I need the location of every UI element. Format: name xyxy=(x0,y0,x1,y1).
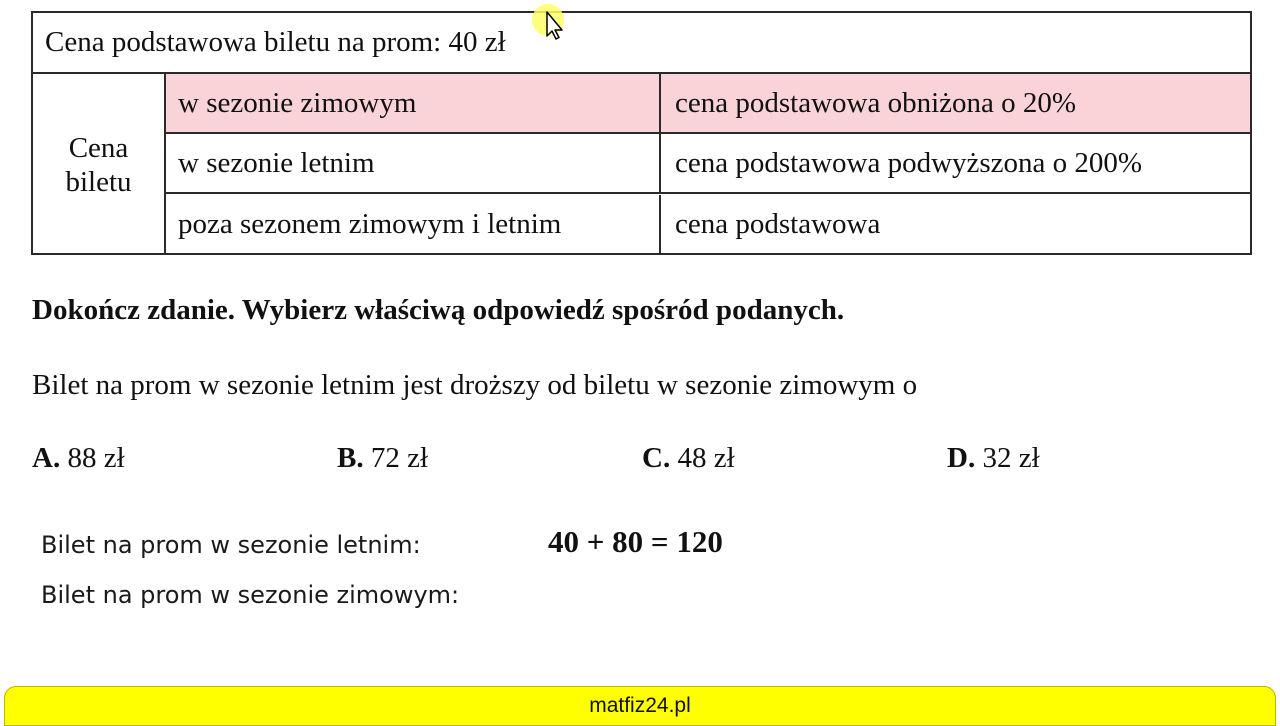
option-letter: A. xyxy=(32,442,61,474)
option-value: 48 zł xyxy=(677,442,735,474)
answer-option-d[interactable] xyxy=(947,442,1040,475)
option-letter: C. xyxy=(642,442,671,474)
table-header: Cena podstawowa biletu na prom: 40 zł xyxy=(33,13,1250,74)
answer-option-c[interactable] xyxy=(642,442,735,475)
side-label-line1: Cena xyxy=(68,131,129,164)
table-rows xyxy=(166,74,1250,255)
option-letter: B. xyxy=(337,442,364,474)
winter-ticket-label: Bilet na prom w sezonie zimowym: xyxy=(41,581,460,609)
table-row xyxy=(166,134,1250,194)
option-value: 88 zł xyxy=(67,442,125,474)
option-value: 32 zł xyxy=(982,442,1040,474)
instruction-text: Dokończ zdanie. Wybierz właściwą odpowiedź spośród podanych. xyxy=(32,294,845,326)
answer-option-b[interactable] xyxy=(337,442,428,475)
ticket-price-label xyxy=(33,74,166,255)
summer-ticket-equation: 40 + 80 = 120 xyxy=(548,524,723,559)
option-letter: D. xyxy=(947,442,976,474)
price-rule-cell: cena podstawowa podwyższona o 200% xyxy=(675,147,1143,179)
option-value: 72 zł xyxy=(370,442,429,474)
footer-site-name[interactable]: matfiz24.pl xyxy=(589,694,691,717)
mouse-pointer-icon xyxy=(530,2,570,42)
season-cell: w sezonie letnim xyxy=(166,134,661,192)
price-rule-cell: cena podstawowa obniżona o 20% xyxy=(675,87,1077,119)
summer-ticket-label: Bilet na prom w sezonie letnim: xyxy=(41,531,421,559)
price-rule-cell: cena podstawowa xyxy=(675,208,881,240)
question-text: Bilet na prom w sezonie letnim jest droższy od biletu w sezonie zimowym o xyxy=(32,369,918,401)
season-cell: w sezonie zimowym xyxy=(166,74,661,132)
price-table xyxy=(31,11,1252,255)
answer-option-a[interactable] xyxy=(32,442,125,475)
table-row xyxy=(166,74,1250,134)
table-row xyxy=(166,195,1250,255)
season-cell: poza sezonem zimowym i letnim xyxy=(166,195,661,255)
side-label-line2: biletu xyxy=(65,165,132,198)
footer-banner xyxy=(4,686,1276,726)
